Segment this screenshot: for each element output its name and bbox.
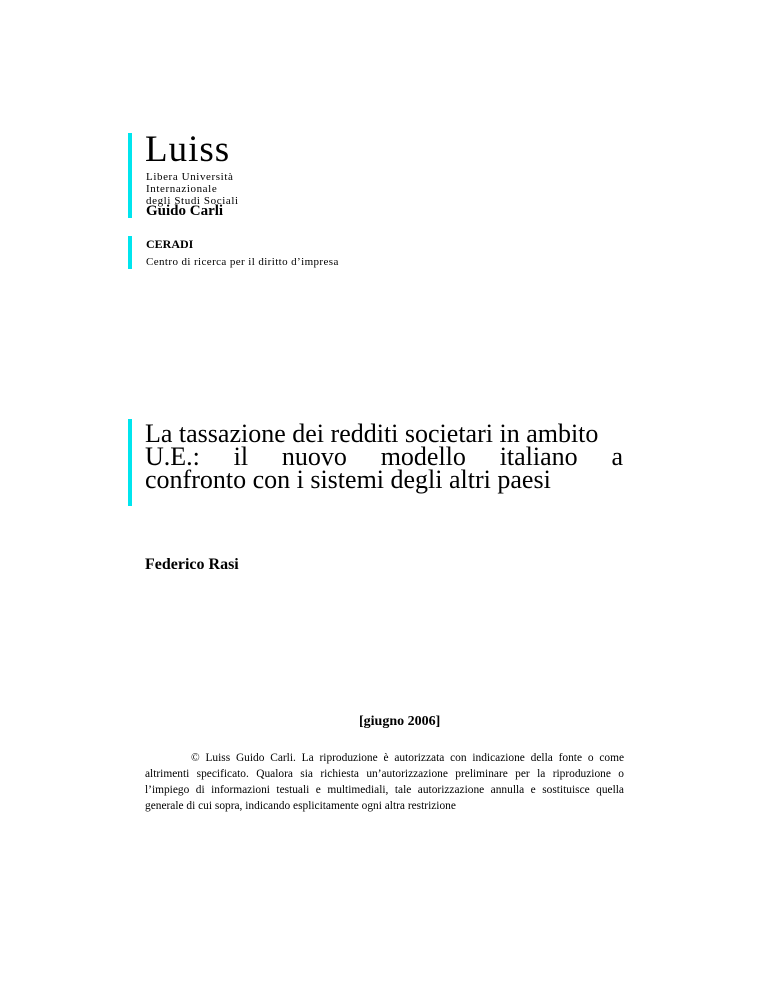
copyright-notice: © Luiss Guido Carli. La riproduzione è autorizzata con indicazione della fonte o come altrimenti specificato. Qualora sia richiesta un’autorizzazione preliminare per la riproduzione o l’impiego di informazioni testuali e multimediali, tale autorizzazione annulla e sostituisce quella generale di cui sopra, indicando esplicitamente ogni altra restrizione bbox=[145, 752, 624, 812]
publication-date: [giugno 2006] bbox=[359, 714, 441, 729]
ceradi-accent-bar bbox=[128, 236, 132, 269]
title-line-3: confronto con i sistemi degli altri paesi bbox=[145, 465, 551, 494]
title-word: nuovo bbox=[281, 442, 347, 471]
title-word: a bbox=[611, 442, 623, 471]
center-description: Centro di ricerca per il diritto d’impresa bbox=[146, 256, 339, 268]
logo-subtitle-line-3: degli Studi Sociali bbox=[146, 195, 239, 207]
title-word: il bbox=[233, 442, 249, 471]
title-word: U.E.: bbox=[145, 442, 200, 471]
logo-subtitle-line-1: Libera Università bbox=[146, 171, 234, 183]
logo-guido-carli: Guido Carli bbox=[146, 203, 224, 219]
document-title bbox=[145, 419, 623, 494]
title-line-1: La tassazione dei redditi societari in ambito bbox=[145, 419, 599, 448]
center-name: CERADI bbox=[146, 237, 194, 251]
title-word: italiano bbox=[499, 442, 578, 471]
logo-name: Luiss bbox=[145, 129, 231, 170]
title-word: modello bbox=[380, 442, 466, 471]
author-name: Federico Rasi bbox=[145, 556, 239, 573]
logo-accent-bar bbox=[128, 133, 132, 218]
title-accent-bar bbox=[128, 419, 132, 506]
logo-subtitle-line-2: Internazionale bbox=[146, 183, 218, 195]
